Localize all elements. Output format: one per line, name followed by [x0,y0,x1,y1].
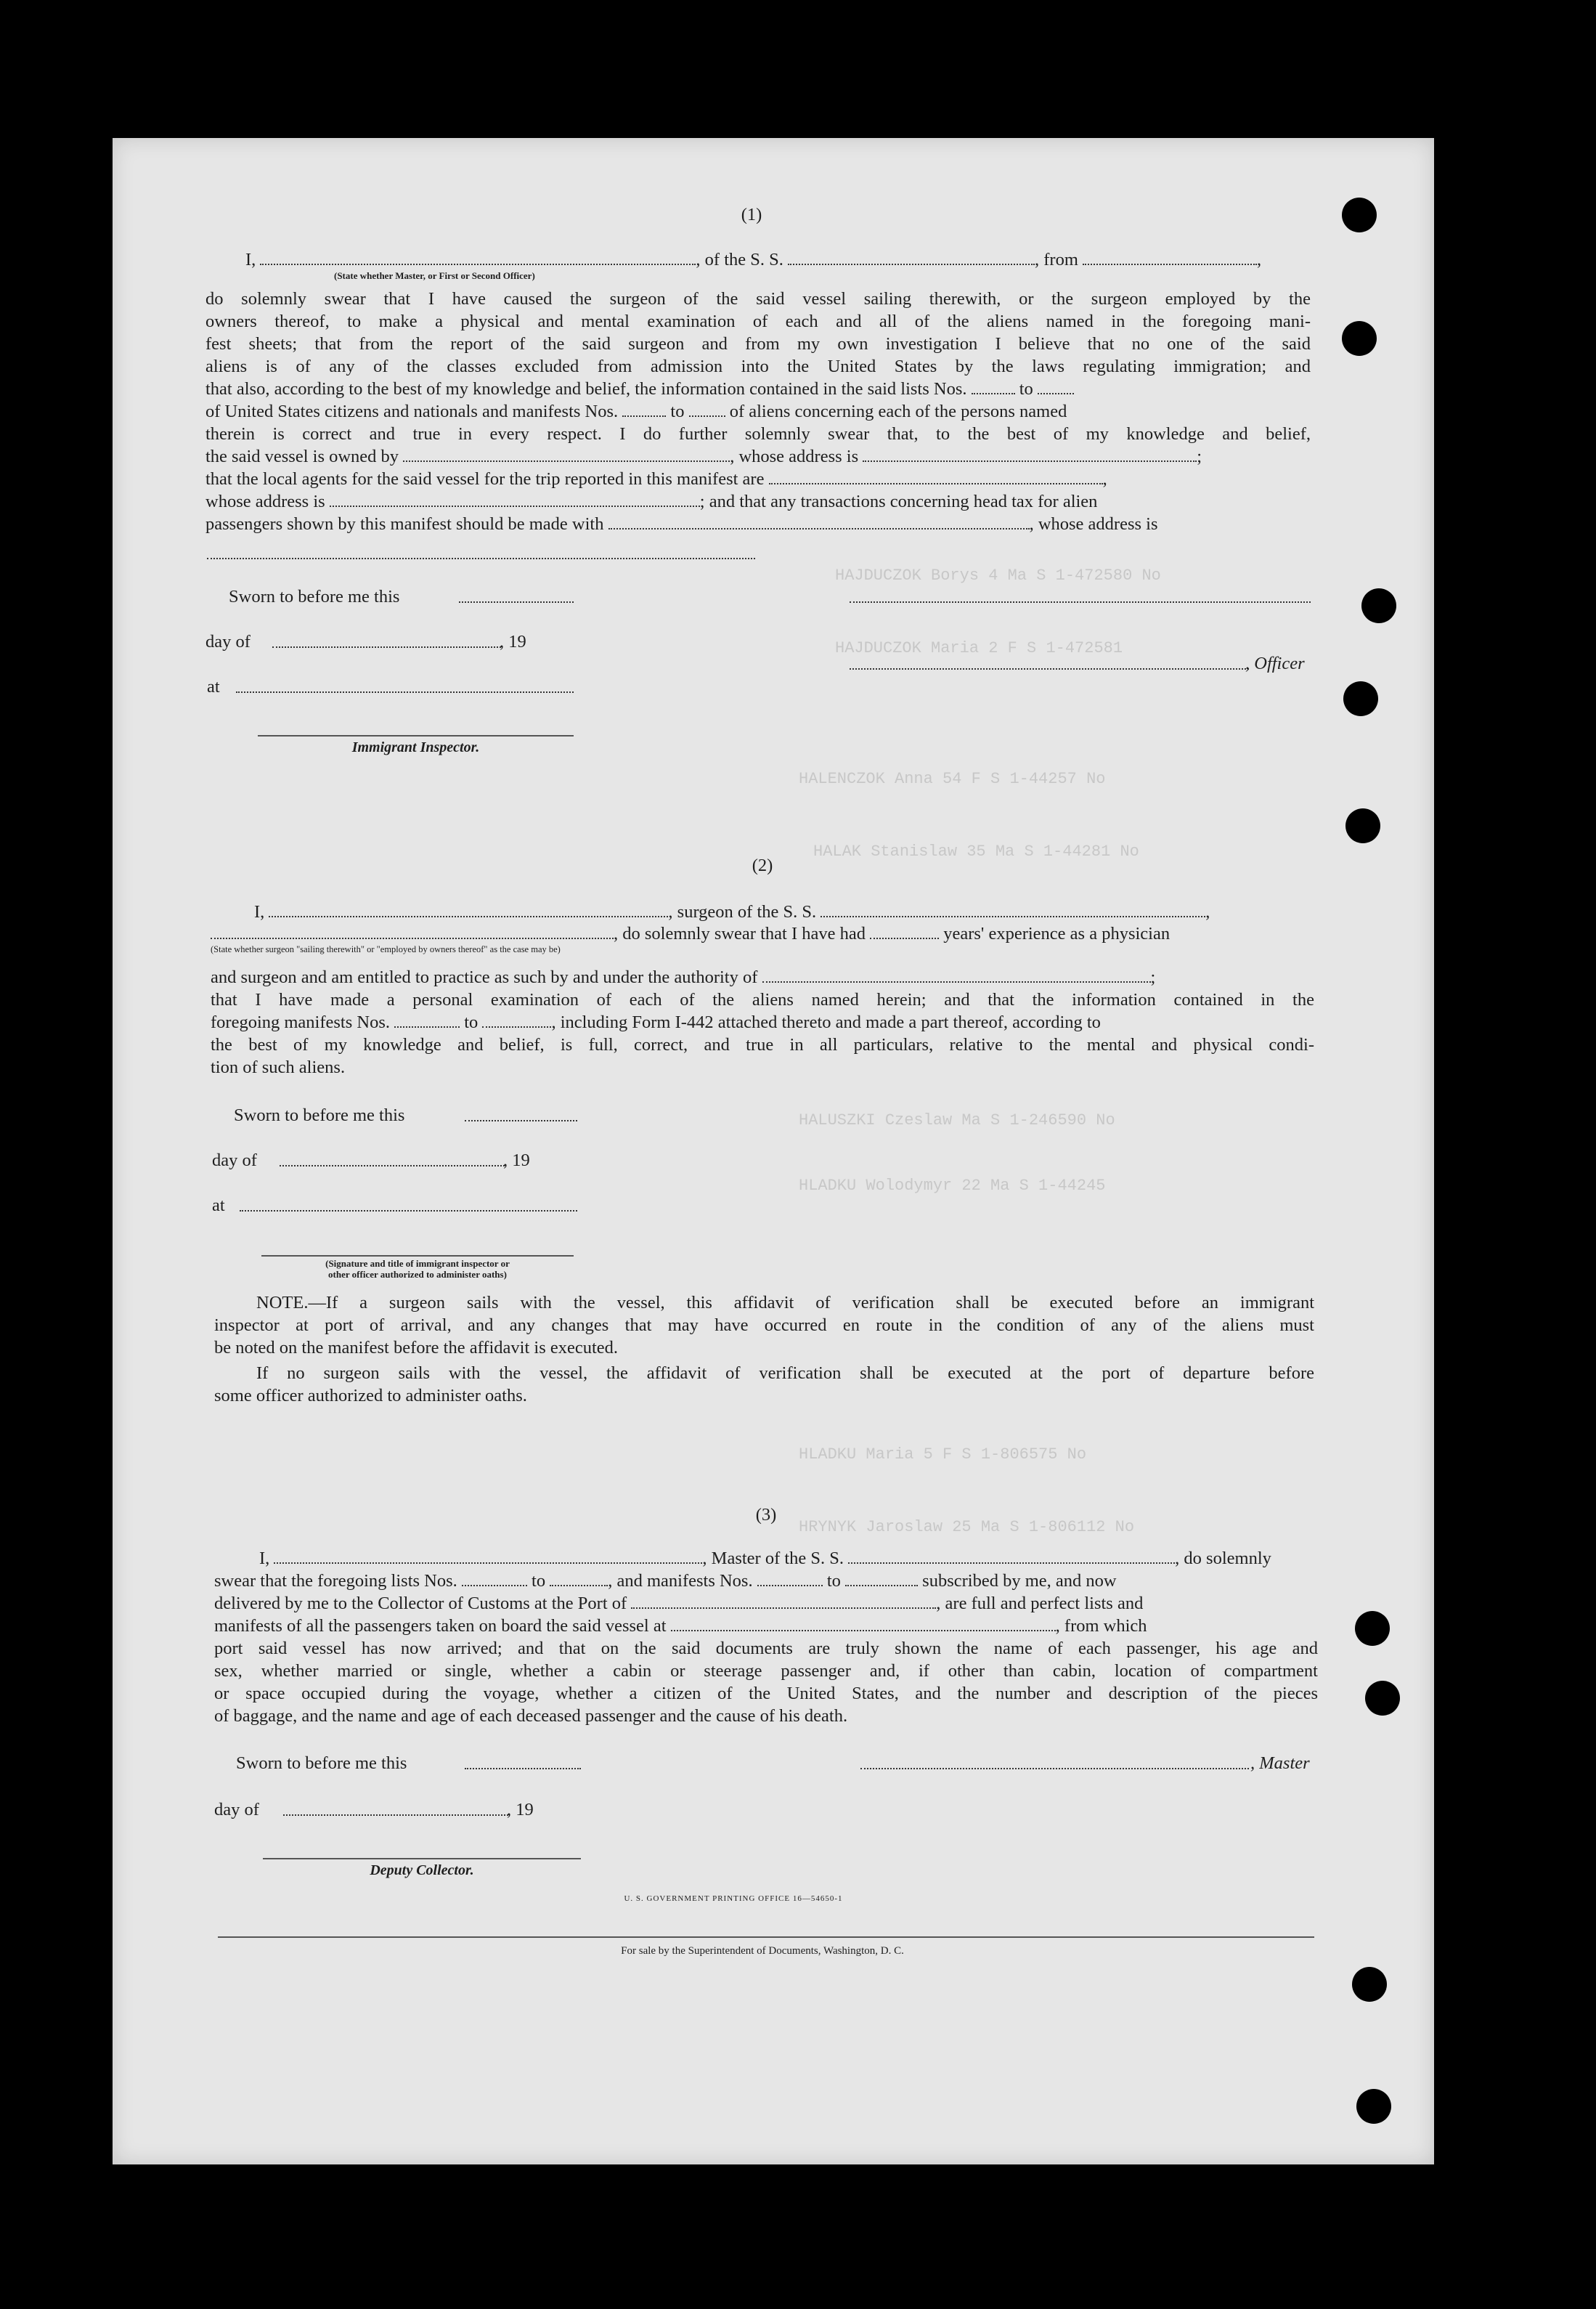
s3-departure-field[interactable] [671,1617,1056,1631]
s2-i-label: I, [254,902,265,922]
s2-day-label: day of [212,1151,257,1170]
s1-aliens-label: of aliens concerning each of the persons named [729,402,1067,421]
s1-address-label: , whose address is [730,447,859,466]
s1-i-label: I, [245,250,256,269]
s2-line: the best of my knowledge and belief, is full, correct, and true in all particulars, relative to the mental and physical condi- [211,1035,1314,1055]
s1-headtax-label: ; and that any transactions concerning head tax for alien [699,492,1098,511]
s2-ship-field[interactable] [821,903,1205,917]
s2-sworn-label: Sworn to before me this [234,1105,405,1125]
s2-line: tion of such aliens. [211,1058,346,1077]
s2-note-line: inspector at port of arrival, and any changes that may have occurred en route in the condition of any of the aliens must [214,1315,1314,1335]
s1-owner-field[interactable] [403,447,730,462]
s2-note [214,1291,1314,1407]
s3-full-label: , are full and perfect lists and [936,1594,1144,1613]
s1-to-label: to [670,402,685,421]
s1-lists-to-field[interactable] [1038,380,1074,394]
s2-note-line: If no surgeon sails with the vessel, the affidavit of verification shall be executed at the port of departure before [256,1363,1314,1383]
binder-hole [1361,588,1396,623]
s3-collector-label: Deputy Collector. [370,1862,474,1878]
s1-year-label: , 19 [500,632,526,652]
s2-note-line: NOTE.—If a surgeon sails with the vessel, this affidavit of verification shall be executed before an immigrant [256,1293,1314,1312]
s1-at-label: at [207,677,220,697]
s2-swear-label: , do solemnly swear that I have had [614,924,866,944]
s1-officer-field-2[interactable] [850,668,1249,670]
section-1-number: (1) [741,205,762,224]
s3-day-label: day of [214,1800,259,1819]
s2-day-field[interactable] [280,1165,505,1166]
s1-day-field[interactable] [272,646,501,648]
binder-hole [1365,1681,1400,1716]
s1-day-label: day of [205,632,251,652]
binder-hole [1352,1967,1387,2002]
s1-agents-address-label: whose address is [205,492,325,511]
s3-port-field[interactable] [631,1594,936,1609]
s3-manifests-to-field[interactable] [845,1572,918,1586]
s2-line: that I have made a personal examination of each of the aliens named herein; and that the information contained in the [211,990,1314,1010]
s1-manifests-label: of United States citizens and nationals and manifests Nos. [205,402,619,421]
s1-line: therein is correct and true in every respect. I do further solemnly swear that, to the best of my knowledge and belief, [205,424,1311,444]
s1-passengers-label: passengers shown by this manifest should be made with [205,514,604,534]
s3-to-label: to [826,1571,841,1591]
s2-status-field[interactable] [211,925,614,939]
s1-at-field[interactable] [236,691,574,693]
s3-line: of baggage, and the name and age of each deceased passenger and the cause of his death. [214,1706,848,1726]
s1-line: aliens is of any of the classes excluded from admission into the United States by the laws regulating immigration; and [205,357,1311,376]
s3-line: or space occupied during the voyage, whether a citizen of the United States, and the number and description of the pieces [214,1684,1318,1703]
s2-at-label: at [212,1196,225,1215]
s3-sworn-label: Sworn to before me this [236,1753,407,1773]
s1-line: do solemnly swear that I have caused the surgeon of the said vessel sailing therewith, or the surgeon employed by the [205,289,1311,309]
s3-manifests-from-field[interactable] [757,1572,823,1586]
s2-sig-note-2: other officer authorized to administer oaths) [328,1269,507,1280]
s2-signature-line[interactable] [261,1255,574,1257]
s3-day-field[interactable] [283,1814,508,1816]
s1-paragraph: do solemnly swear that I have caused the surgeon of the said vessel sailing therewith, or the surgeon employed by the owners thereof, to make a physical and mental examination of each and all of the aliens named in the foregoing mani- fest sheets; that from the report of the said surgeon and from my own investigation I believe that no one of the said aliens is of any of the classes excluded from admission into the United States by the laws regulating immigration; and that also, according to the best of my knowledge and belief, the information contained in the said lists Nos. to of United States citizens and nationals and manifests Nos. to of aliens concerning each of the persons named therein is correct and true in every respect. I do further solemnly swear that, to the best of my knowledge and belief, the said vessel is owned by , whose address is ; that the local agents for the said vessel for the trip reported in this manifest are , whose address is ; and that any transactions concerning head tax for alien passengers shown by this manifest should be made with , whose address is [205,289,1311,534]
s3-manifests-label: , and manifests Nos. [608,1571,753,1591]
footer-rule [218,1936,1314,1938]
s3-sworn-date-field[interactable] [465,1768,581,1769]
s3-lists-label: swear that the foregoing lists Nos. [214,1571,457,1591]
s1-headtax-agent-field[interactable] [608,515,1030,529]
s1-state-note: (State whether Master, or First or Second Officer) [334,270,535,281]
binder-hole [1342,321,1377,356]
s1-inspector-label: Immigrant Inspector. [351,739,480,755]
s2-note-line: be noted on the manifest before the affidavit is executed. [214,1338,619,1358]
s1-manifests-from-field[interactable] [622,402,666,417]
s3-line: sex, whether married or single, whether a cabin or steerage passenger and, if other than cabin, location of compartment [214,1661,1318,1681]
s3-line: port said vessel has now arrived; and that on the said documents are truly shown the name of each passenger, his age and [214,1639,1318,1658]
binder-hole [1343,681,1378,716]
s2-note-line: some officer authorized to administer oaths. [214,1386,527,1405]
s1-from-field[interactable] [1083,251,1257,265]
s2-authority-field[interactable] [762,968,1151,983]
s1-to-label: to [1019,379,1033,399]
s1-signature-field[interactable] [850,601,1311,603]
s3-subscribed-label: subscribed by me, and now [922,1571,1117,1591]
s1-agents-label: that the local agents for the said vessel for the trip reported in this manifest are [205,469,765,489]
s1-sworn-label: Sworn to before me this [229,587,400,606]
s3-solemnly-label: , do solemnly [1175,1549,1271,1568]
s3-paragraph [214,1547,1318,1727]
s2-year-label: , 19 [503,1151,530,1170]
gpo-imprint: U. S. GOVERNMENT PRINTING OFFICE 16—54650-1 [624,1894,843,1903]
s1-officer-label: , Officer [1245,654,1305,673]
footer-sale-note: For sale by the Superintendent of Documents, Washington, D. C. [621,1945,904,1957]
section-3-number: (3) [755,1505,777,1525]
s1-lists-from-field[interactable] [972,380,1015,394]
binder-hole [1342,198,1377,232]
s2-authority-label: and surgeon and am entitled to practice as such by and under the authority of [211,967,758,987]
s1-of-ss-label: , of the S. S. [696,250,783,269]
s2-form-label: , including Form I-442 attached thereto and made a part thereof, according to [551,1013,1101,1032]
s2-manifests-label: foregoing manifests Nos. [211,1013,390,1032]
s3-lists-to-field[interactable] [550,1572,608,1586]
s2-to-label: to [464,1013,479,1032]
s1-lists-label: that also, according to the best of my knowledge and belief, the information contained in the said lists Nos. [205,379,967,399]
binder-hole [1355,1611,1390,1646]
s1-from-label: , from [1035,250,1078,269]
s3-ship-field[interactable] [848,1549,1175,1564]
s1-agents-address-field[interactable] [330,492,700,507]
s3-port-label: delivered by me to the Collector of Customs at the Port of [214,1594,627,1613]
s2-surgeon-of-label: , surgeon of the S. S. [668,902,817,922]
s2-state-note: (State whether surgeon "sailing therewith" or "employed by owners thereof" as the case may be) [211,944,561,954]
section-2-number: (2) [752,856,773,875]
s3-master-signature-field[interactable] [860,1768,1249,1769]
s1-officer-field[interactable] [260,251,696,265]
s3-master-label: , Master [1250,1753,1310,1773]
s1-owner-address-field[interactable] [863,447,1197,462]
s1-manifests-to-field[interactable] [689,402,725,417]
s3-i-label: I, [259,1549,270,1568]
s2-manifests-from-field[interactable] [394,1013,460,1028]
s1-address-line[interactable] [207,558,755,559]
s2-paragraph: and surgeon and am entitled to practice as such by and under the authority of ; that I have made a personal examination of each of the aliens named herein; and that the information contained in the foregoing manifests Nos. to , including Form I-442 attached thereto and made a part thereof, according to the best of my knowledge and belief, is full, correct, and true in all particulars, relative to the mental and physical condi- tion of such aliens. [211,967,1314,1077]
s2-surgeon-field[interactable] [269,903,668,917]
s2-years-field[interactable] [870,925,939,939]
s2-years-label: years' experience as a physician [943,924,1170,944]
binder-hole [1356,2089,1391,2124]
s1-headtax-address-label: , whose address is [1029,514,1158,534]
s1-line: fest sheets; that from the report of the said surgeon and from my own investigation I believe that no one of the said [205,334,1311,354]
s3-master-of-label: , Master of the S. S. [702,1549,844,1568]
s2-sworn-date-field[interactable] [465,1120,577,1121]
s3-vessel-at-label: manifests of all the passengers taken on board the said vessel at [214,1616,667,1636]
s3-from-which-label: , from which [1055,1616,1147,1636]
s1-agents-field[interactable] [769,470,1103,484]
s3-master-field[interactable] [274,1549,702,1564]
s1-line: owners thereof, to make a physical and mental examination of each and all of the aliens named in the foregoing mani- [205,312,1311,331]
s2-sig-note-1: (Signature and title of immigrant inspector or [325,1258,510,1269]
s1-sworn-date-field[interactable] [459,601,574,603]
s2-manifests-to-field[interactable] [482,1013,551,1028]
s1-owner-label: the said vessel is owned by [205,447,399,466]
s3-to-label: to [532,1571,546,1591]
s3-year-label: , 19 [507,1800,534,1819]
s3-lists-from-field[interactable] [462,1572,527,1586]
s2-at-field[interactable] [240,1210,577,1212]
s1-ship-field[interactable] [788,251,1035,265]
binder-hole [1345,808,1380,843]
